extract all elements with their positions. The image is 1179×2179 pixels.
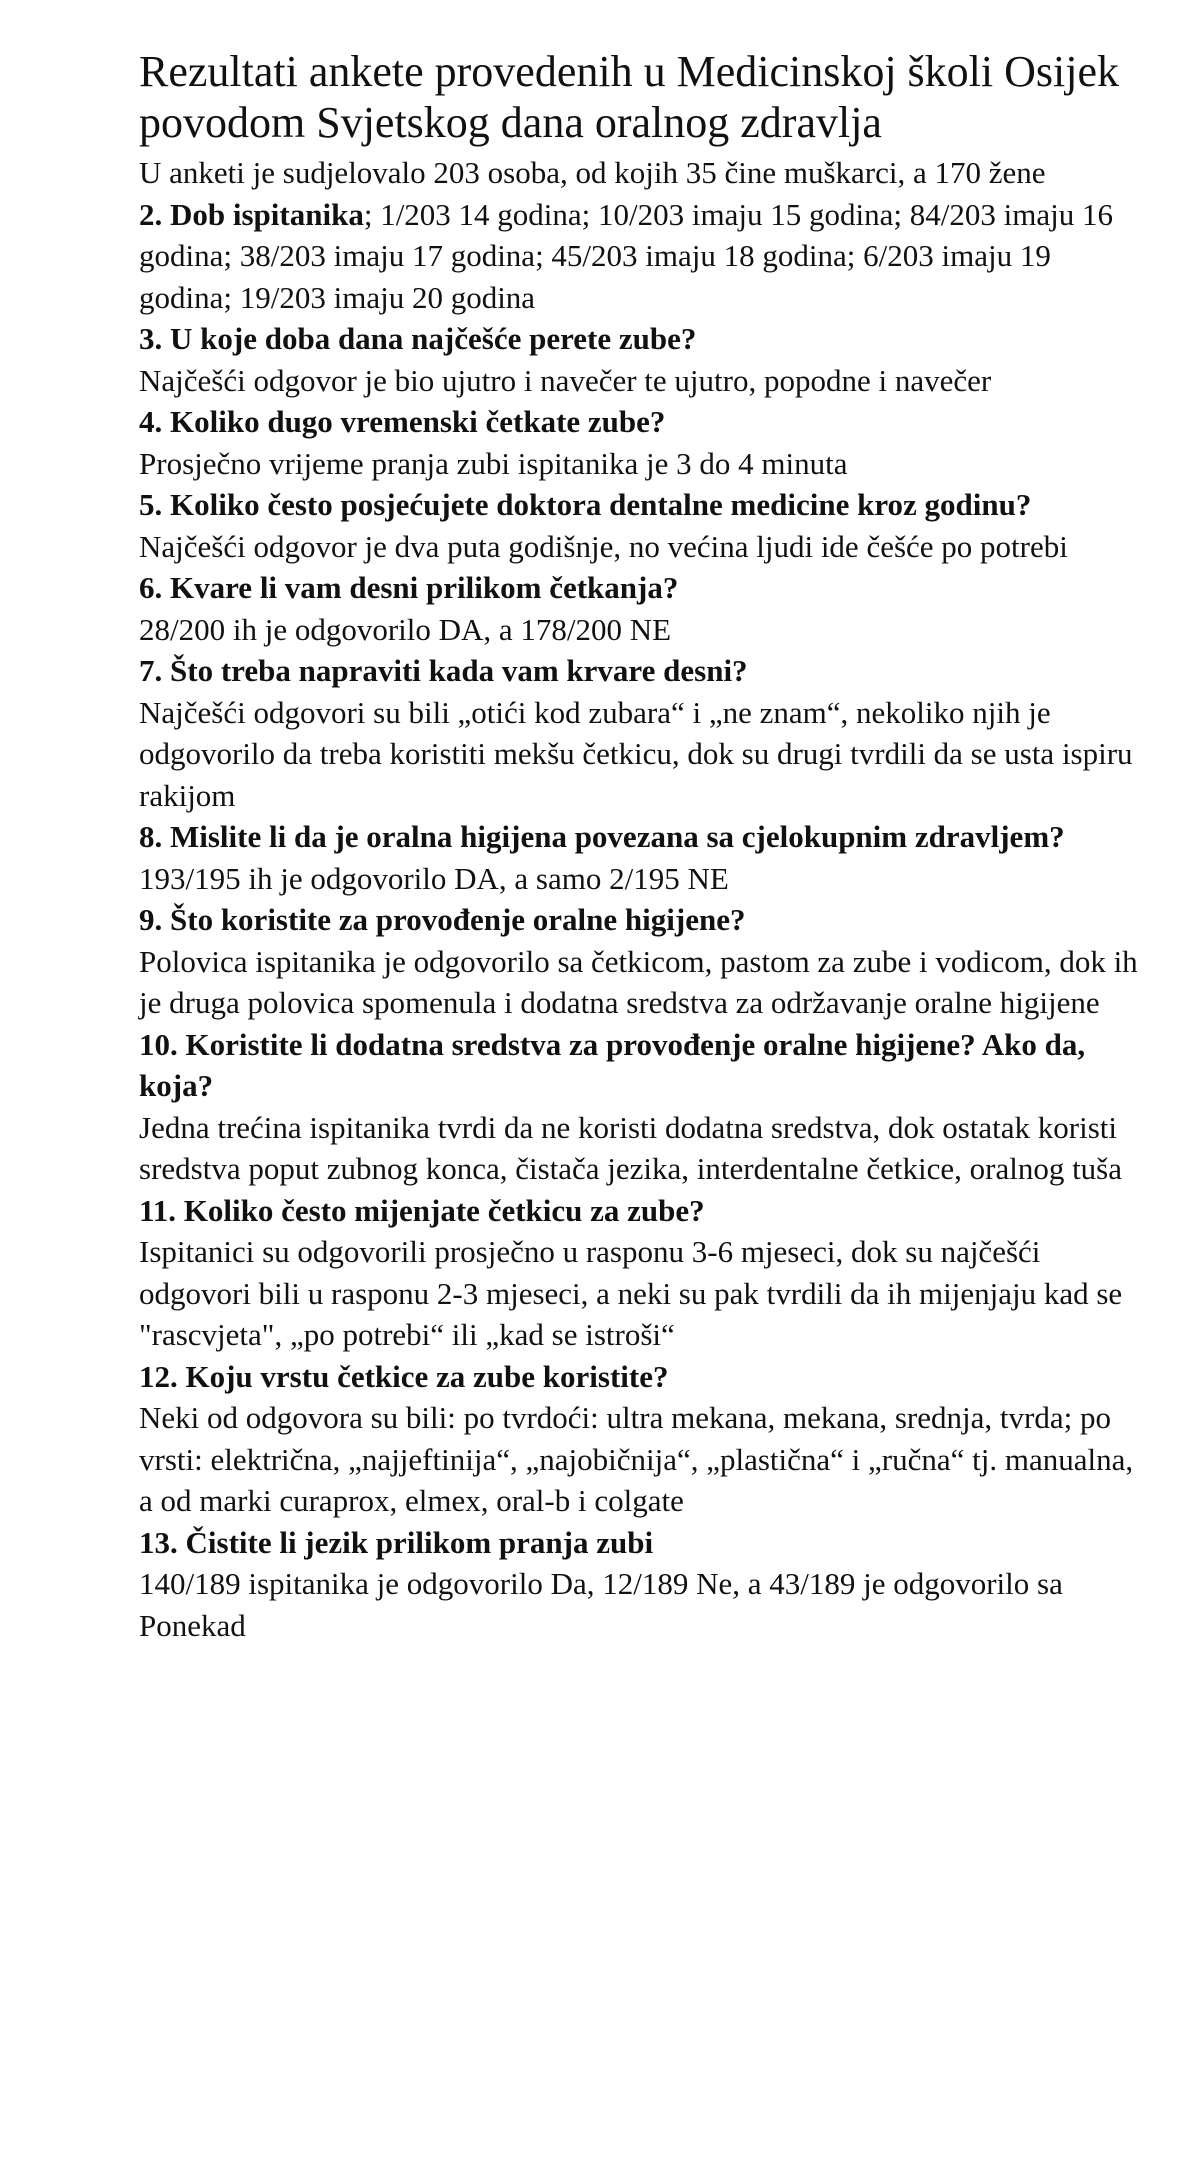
answer-8: 193/195 ih je odgovorilo DA, a samo 2/195 NE [139,860,729,896]
question-3: 3. U koje doba dana najčešće perete zube? [139,321,697,356]
intro-text: U anketi je sudjelovalo 203 osoba, od kojih 35 čine muškarci, a 170 žene [139,155,1046,190]
document-title: Rezultati ankete provedenih u Medicinskoj školi Osijek povodom Svjetskog dana oralnog zdravlja [139,47,1120,147]
question-13: 13. Čistite li jezik prilikom pranja zubi [139,1524,654,1560]
question-9: 9. Što koristite za provođenje oralne higijene? [139,902,746,937]
question-7: 7. Što treba napraviti kada vam krvare desni? [139,653,748,688]
answer-3: Najčešći odgovor je bio ujutro i navečer te ujutro, popodne i navečer [139,362,992,398]
answer-5: Najčešći odgovor je dva puta godišnje, no većina ljudi ide češće po potrebi [139,528,1068,564]
answer-13: 140/189 ispitanika je odgovorilo Da, 12/189 Ne, a 43/189 je odgovorilo sa Ponekad [139,1566,1063,1643]
age-paragraph [139,194,1139,319]
age-text: ; 1/203 14 godina; 10/203 imaju 15 godina; 84/203 imaju 16 godina; 38/203 imaju 17 godina; 45/203 imaju 18 godina; 6/203 imaju 19 godina; 19/203 imaju 20 godina [139,196,1113,315]
question-8: 8. Mislite li da je oralna higijena povezana sa cjelokupnim zdravljem? [139,819,1065,854]
document-body [139,46,1139,1646]
answer-12: Neki od odgovora su bili: po tvrdoći: ultra mekana, mekana, srednja, tvrda; po vrsti: električna, „najjeftinija“, „najobičnija“, „plastična“ i „ručna“ tj. manualna, a od marki curaprox, elmex, oral-b i colgate [139,1400,1134,1518]
answer-10: Jedna trećina ispitanika tvrdi da ne koristi dodatna sredstva, dok ostatak koristi sredstva poput zubnog konca, čistača jezika, interdentalne četkice, oralnog tuša [139,1109,1123,1186]
answer-6: 28/200 ih je odgovorilo DA, a 178/200 NE [139,611,672,647]
answer-7: Najčešći odgovori su bili „otići kod zubara“ i „ne znam“, nekoliko njih je odgovorilo da treba koristiti mekšu četkicu, dok su drugi tvrdili da se usta ispiru rakijom [139,694,1133,813]
age-label: 2. Dob ispitanika [139,196,364,232]
answer-4: Prosječno vrijeme pranja zubi ispitanika je 3 do 4 minuta [139,445,848,481]
question-12: 12. Koju vrstu četkice za zube koristite? [139,1358,669,1394]
question-list [139,318,1139,1646]
question-6: 6. Kvare li vam desni prilikom četkanja? [139,570,679,605]
question-5: 5. Koliko često posjećujete doktora dentalne medicine kroz godinu? [139,487,1032,522]
question-4: 4. Koliko dugo vremenski četkate zube? [139,404,666,439]
question-10: 10. Koristite li dodatna sredstva za provođenje oralne higijene? Ako da, koja? [139,1026,1086,1103]
answer-9: Polovica ispitanika je odgovorilo sa četkicom, pastom za zube i vodicom, dok ih je druga polovica spomenula i dodatna sredstva za održavanje oralne higijene [139,943,1138,1020]
question-11: 11. Koliko često mijenjate četkicu za zube? [139,1192,705,1228]
answer-11: Ispitanici su odgovorili prosječno u rasponu 3-6 mjeseci, dok su najčešći odgovori bili u rasponu 2-3 mjeseci, a neki su pak tvrdili da ih mijenjaju kad se "rascvjeta", „po potrebi“ ili „kad se istroši“ [139,1234,1123,1352]
